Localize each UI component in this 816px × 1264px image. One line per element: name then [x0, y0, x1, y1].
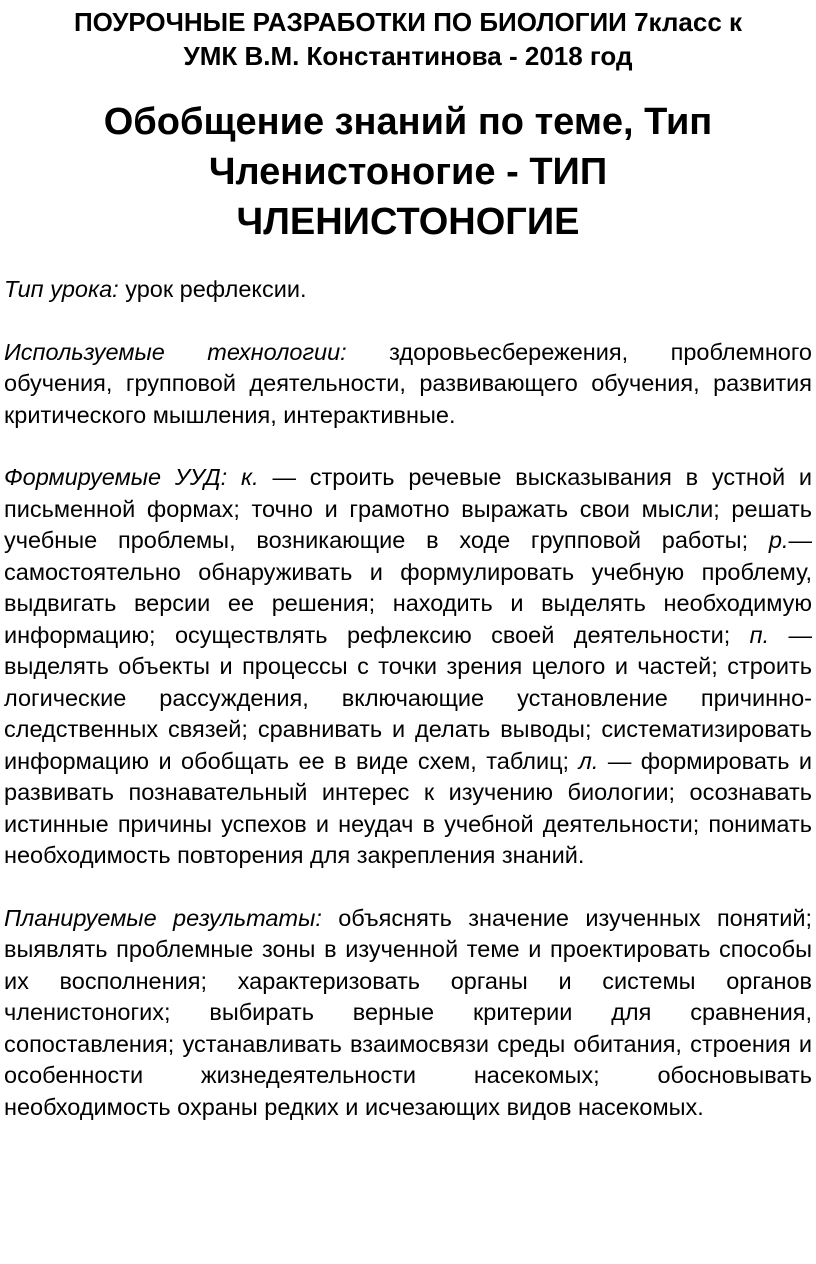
technologies-paragraph — [4, 337, 812, 432]
technologies-label: Используемые технологии: — [4, 338, 347, 365]
series-title — [4, 5, 812, 73]
uud-communicative-label: к. — [241, 464, 259, 490]
lesson-title-line-1: Обобщение знаний по теме, Тип — [103, 101, 713, 143]
document-page — [4, 0, 812, 1123]
uud-regulatory-label: р. — [768, 527, 789, 553]
uud-personal-text: — формировать и развивать познавательный интерес к изучению биологии; осознавать истинные причины успехов и неудач в учебной деятельности; понимать необходимость повторения для закрепления знаний. — [4, 747, 813, 868]
uud-regulatory-text: — самостоятельно обнаруживать и формулировать учебную проблему, выдвигать версии ее решения; находить и выделять необходимую информацию; осуществлять рефлексию своей деятельности; — [4, 527, 812, 648]
results-paragraph — [4, 903, 812, 1124]
uud-cognitive-label: п. — [749, 621, 770, 648]
lesson-title — [4, 97, 812, 247]
results-label: Планируемые результаты: — [4, 904, 322, 931]
series-title-line-2: УМК В.М. Константинова - 2018 год — [183, 41, 633, 71]
uud-label: Формируемые УУД: — [4, 464, 228, 490]
lesson-title-line-3: ЧЛЕНИСТОНОГИЕ — [236, 201, 580, 243]
lesson-type-text: урок рефлексии. — [118, 276, 307, 302]
lesson-title-line-2: Членистоногие - ТИП — [208, 151, 608, 193]
results-text: объяснять значение изученных понятий; выявлять проблемные зоны в изученной теме и проектировать способы их восполнения; характеризовать органы и системы органов членистоногих; выбирать верные критерии для сравнения, сопоставления; устанавливать взаимосвязи среды обитания, строения и особенности жизнедеятельности насекомых; обосновывать необходимость охраны редких и исчезающих видов насекомых. — [4, 904, 813, 1120]
technologies-text: здоровьесбережения, проблемного обучения, групповой деятельности, развивающего обучения, развития критического мышления, интерактивные. — [4, 338, 812, 428]
uud-paragraph — [4, 462, 812, 872]
lesson-type-paragraph — [4, 274, 812, 306]
uud-communicative-text: — строить речевые высказывания в устной и письменной формах; точно и грамотно выражать свои мысли; решать учебные проблемы, возникающие в ходе групповой работы; — [4, 464, 813, 553]
lesson-type-label: Тип урока: — [4, 276, 119, 302]
uud-cognitive-text: — выделять объекты и процессы с точки зрения целого и частей; строить логические рассуждения, включающие установление причинно-следственных связей; сравнивать и делать выводы; систематизировать информацию и обобщать ее в виде схем, таблиц; — [4, 621, 813, 774]
uud-personal-label: л. — [578, 747, 599, 774]
series-title-line-1: ПОУРОЧНЫЕ РАЗРАБОТКИ ПО БИОЛОГИИ 7класс к — [73, 7, 743, 37]
